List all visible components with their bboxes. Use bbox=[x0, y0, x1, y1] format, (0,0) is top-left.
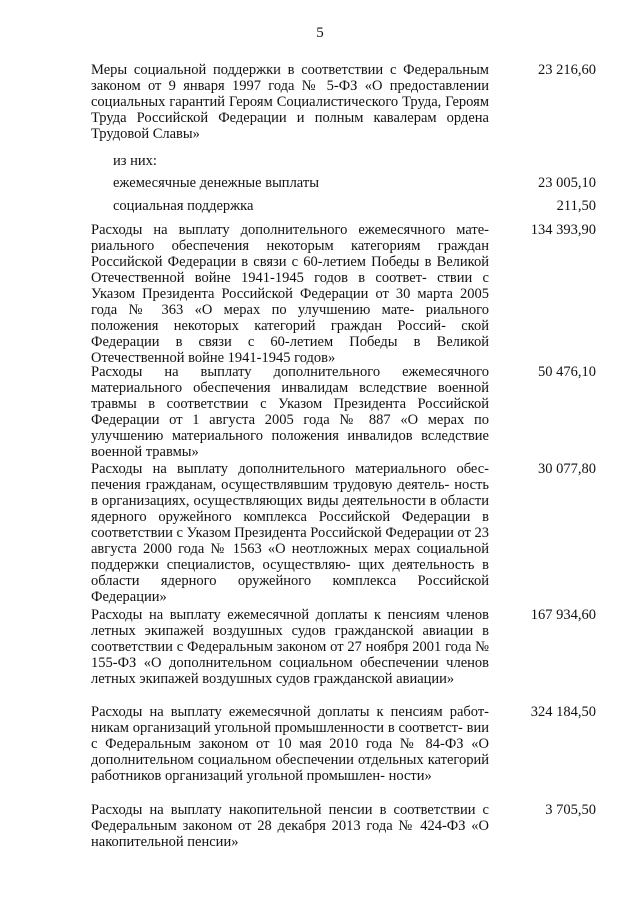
entry-row bbox=[91, 62, 596, 153]
entry-description: Меры социальной поддержки в соответствии с Федеральным законом от 9 января 1997 года № 5-ФЗ «О предоставлении социальных гарантий Героям Социалистического Труда, Героям Труда Российской Федерации и полным кавалерам ордена Трудовой Славы» bbox=[91, 62, 489, 142]
entry-description: социальная поддержка bbox=[113, 198, 254, 214]
entry-row bbox=[91, 704, 596, 802]
entry-description: Расходы на выплату ежемесячной доплаты к пенсиям работ- никам организаций угольной промышленности в соответст- вии с Федеральным законом от 10 мая 2010 года № 84-ФЗ «О дополнительном социальном обеспечении отдельных категорий работников организаций угольной промышлен- ности» bbox=[91, 704, 489, 784]
entry-amount: 3 705,50 bbox=[545, 802, 596, 818]
entry-row bbox=[91, 198, 596, 222]
entry-description: Расходы на выплату накопительной пенсии в соответствии с Федеральным законом от 28 декабря 2013 года № 424-ФЗ «О накопительной пенсии» bbox=[91, 802, 489, 850]
entry-row bbox=[91, 222, 596, 364]
entry-amount: 211,50 bbox=[556, 198, 596, 214]
entry-row bbox=[91, 364, 596, 461]
entry-description: Расходы на выплату ежемесячной доплаты к пенсиям членов летных экипажей воздушных судов гражданской авиации в соответствии с Федеральным законом от 27 ноября 2001 года № 155-ФЗ «О дополнительном социальном обеспечении членов летных экипажей воздушных судов гражданской авиации» bbox=[91, 607, 489, 687]
entry-row bbox=[91, 461, 596, 607]
entry-amount: 134 393,90 bbox=[530, 222, 596, 238]
entry-description: Расходы на выплату дополнительного ежемесячного мате- риального обеспечения некоторым категориям граждан Российской Федерации в связи с 60-летием Победы в Великой Отечественной войне 1941-1945 годов в соответ- ствии с Указом Президента Российской Федерации от 30 марта 2005 года № 363 «О мерах по улучшению мате- риального положения некоторых категорий граждан Россий- ской Федерации в связи с 60-летием Победы в Великой Отечественной войне 1941-1945 годов» bbox=[91, 222, 489, 366]
entry-description: ежемесячные денежные выплаты bbox=[113, 175, 319, 191]
entry-description: Расходы на выплату дополнительного материального обес- печения гражданам, осуществлявшим трудовую деятель- ность в организациях, осуществляющих виды деятельности в области ядерного оружейного комплекса Российской Федерации в соответствии с Указом Президента Российской Федерации от 23 августа 2000 года № 1563 «О неотложных мерах социальной поддержки специалистов, осуществляю- щих деятельность в области ядерного оружейного комплекса Российской Федерации» bbox=[91, 461, 489, 605]
entry-amount: 50 476,10 bbox=[538, 364, 596, 380]
entry-amount: 30 077,80 bbox=[538, 461, 596, 477]
entry-amount: 23 216,60 bbox=[538, 62, 596, 78]
sublist-label: из них: bbox=[113, 153, 157, 169]
entry-row bbox=[91, 802, 596, 854]
entry-amount: 324 184,50 bbox=[530, 704, 596, 720]
entry-amount: 167 934,60 bbox=[530, 607, 596, 623]
entry-description: Расходы на выплату дополнительного ежемесячного материального обеспечения инвалидам вследствие военной травмы в соответствии с Указом Президента Российской Федерации от 1 августа 2005 года № 887 «О мерах по улучшению материального положения инвалидов вследствие военной травмы» bbox=[91, 364, 489, 460]
entry-row bbox=[91, 175, 596, 198]
entries-list bbox=[91, 62, 596, 854]
entry-amount: 23 005,10 bbox=[538, 175, 596, 191]
entry-row bbox=[91, 607, 596, 704]
page-number: 5 bbox=[316, 25, 324, 41]
